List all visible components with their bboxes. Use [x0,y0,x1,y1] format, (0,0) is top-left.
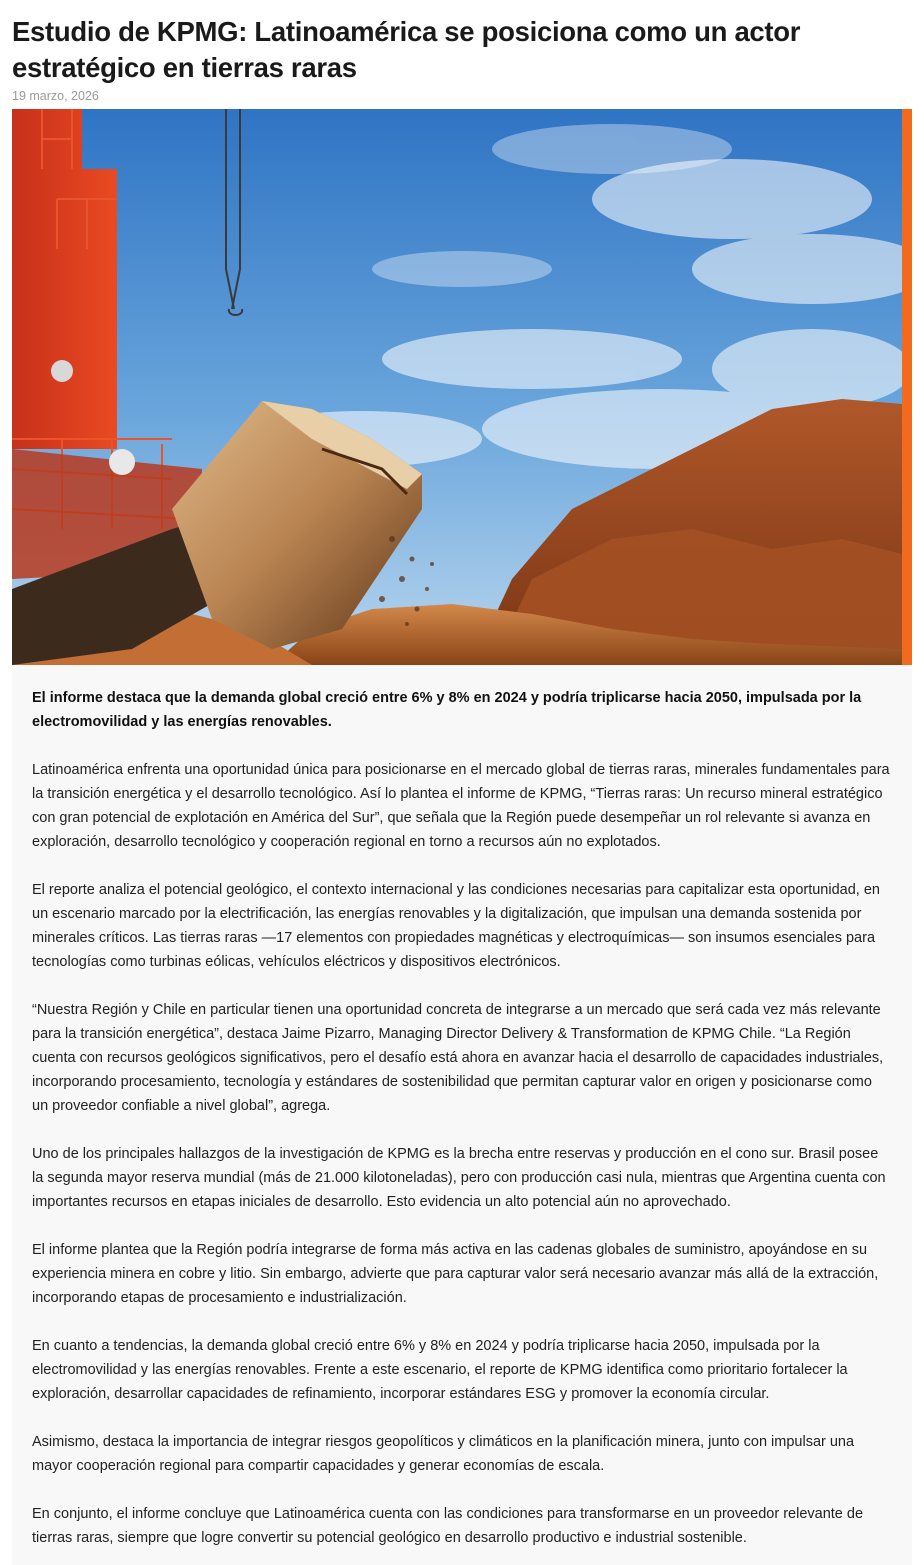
article-body [12,665,912,1565]
article-paragraph: Latinoamérica enfrenta una oportunidad única para posicionarse en el mercado global de tierras raras, minerales fundamentales para la transición energética y el desarrollo tecnológico. Así lo plantea el informe de KPMG, “Tierras raras: Un recurso mineral estratégico con gran potencial de explotación en América del Sur”, que señala que la Región puede desempeñar un rol relevante si avanza en exploración, desarrollo tecnológico y cooperación regional en torno a recursos aún no explotados. [32,762,890,850]
hero-image [12,109,902,665]
article-lead: El informe destaca que la demanda global creció entre 6% y 8% en 2024 y podría triplicarse hacia 2050, impulsada por la electromovilidad y las energías renovables. [32,690,862,730]
article-paragraph: Uno de los principales hallazgos de la investigación de KPMG es la brecha entre reservas y producción en el cono sur. Brasil posee la segunda mayor reserva mundial (más de 21.000 kilotoneladas), pero con producción casi nula, mientras que Argentina cuenta con importantes recursos en etapas iniciales de desarrollo. Esto evidencia un alto potencial aún no aprovechado. [32,1146,886,1210]
article-paragraph: “Nuestra Región y Chile en particular tienen una oportunidad concreta de integrarse a un mercado que será cada vez más relevante para la transición energética”, destaca Jaime Pizarro, Managing Director Delivery & Transformation de KPMG Chile. “La Región cuenta con recursos geológicos significativos, pero el desafío está ahora en avanzar hacia el desarrollo de capacidades industriales, incorporando procesamiento, tecnología y estándares de sostenibilidad que permitan capturar valor en origen y posicionarse como un proveedor confiable a nivel global”, agrega. [32,1002,884,1114]
accent-bar [902,109,912,667]
article-paragraph: En conjunto, el informe concluye que Latinoamérica cuenta con las condiciones para transformarse en un proveedor relevante de tierras raras, siempre que logre convertir su potencial geológico en desarrollo productivo e industrial sostenible. [32,1506,864,1546]
article-title: Estudio de KPMG: Latinoamérica se posiciona como un actor estratégico en tierras raras [12,16,801,83]
publish-date: 19 marzo, 2026 [12,89,99,103]
article-paragraph: El reporte analiza el potencial geológico, el contexto internacional y las condiciones necesarias para capitalizar esta oportunidad, en un escenario marcado por la electrificación, las energías renovables y la digitalización, que impulsan una demanda sostenida por minerales críticos. Las tierras raras —17 elementos con propiedades magnéticas y electroquímicas— son insumos esenciales para tecnologías como turbinas eólicas, vehículos eléctricos y dispositivos electrónicos. [32,882,880,970]
article-paragraph: El informe plantea que la Región podría integrarse de forma más activa en las cadenas globales de suministro, apoyándose en su experiencia minera en cobre y litio. Sin embargo, advierte que para capturar valor será necesario avanzar más allá de la extracción, incorporando etapas de procesamiento e industrialización. [32,1242,879,1306]
article-paragraph: En cuanto a tendencias, la demanda global creció entre 6% y 8% en 2024 y podría triplicarse hacia 2050, impulsada por la electromovilidad y las energías renovables. Frente a este escenario, el reporte de KPMG identifica como prioritario fortalecer la exploración, desarrollar capacidades de refinamiento, incorporar estándares ESG y promover la economía circular. [32,1338,848,1402]
article-paragraph: Asimismo, destaca la importancia de integrar riesgos geopolíticos y climáticos en la planificación minera, junto con impulsar una mayor cooperación regional para compartir capacidades y generar economías de escala. [32,1434,855,1474]
